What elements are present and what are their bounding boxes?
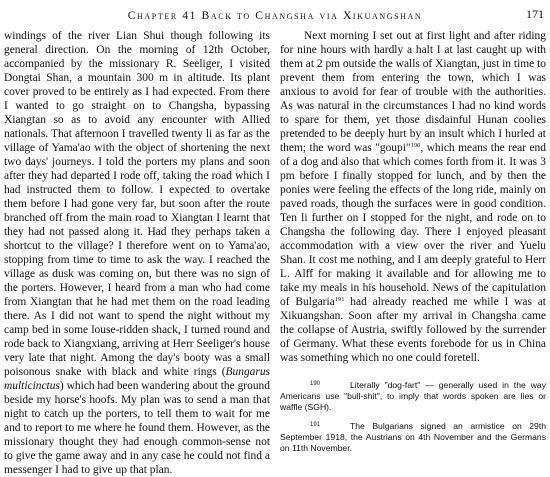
footnotes xyxy=(280,379,546,461)
paragraph-text: , which means the rear end of a dog and also that which comes forth from it. It was 3 pm before I finally stopped for lunch, and by then the ponies were feeling the effects of the long ride, mainly on paved roads, though the surfaces were in good condition. Ten li further on I stopped for the night, and rode on to Changsha the following day. There I enjoyed pleasant accommodation with a view over the river and Yuelu Shan. It cost me nothing, and I am deeply grateful to Herr L. Alff for making it available and for allowing me to take my meals in his household. News of the capitulation of Bulgaria xyxy=(280,142,546,308)
running-head: Chapter 41 Back to Changsha via Xikuangshan xyxy=(127,9,423,22)
paragraph xyxy=(4,29,270,477)
footnote-number: 190 xyxy=(310,381,321,387)
paragraph-text: had already reached me while I was at Xikuangshan. Soon after my arrival in Changsha came the collapse of Austria, swiftly followed by the surrender of Germany. What these events forebode for us in China was something which no one could foretell. xyxy=(280,296,546,364)
right-column xyxy=(280,29,546,365)
footnote-ref[interactable]: 191 xyxy=(334,296,345,303)
paragraph xyxy=(280,29,546,365)
footnote-text: The Bulgarians signed an armistice on 29th September 1918, the Austrians on 4th November and the Germans on 11th November. xyxy=(280,421,546,453)
footnote xyxy=(280,379,546,413)
paragraph-text: windings of the river Lian Shui though following its general direction. On the morning of 12th October, accompanied by the missionary R. Seeliger, I visited Dongtai Shan, a mountain 300 m in altitude. Its plant cover proved to be entirely as I had expected. From there I wanted to go straight on to Changsha, bypassing Xiangtan so as to avoid any encounter with Allied nationals. That afternoon I travelled twenty li as far as the village of Yama'ao with the object of shortening the next two days' journeys. I told the porters my plans and soon after they had departed I rode off, taking the road which I had instructed them to follow. I expected to overtake them before I had gone very far, but soon after the route branched off from the main road to Xiangtan I learnt that they had not passed along it. Had they perhaps taken a shortcut to the village? I therefore went on to Yama'ao, stopping from time to time to ask the way. I reached the village as dusk was coming on, but there was no sign of the porters. However, I heard from a man who had come from Xiangtan that he had met them on the road leading there. As I did not want to spend the night without my camp bed in some louse-ridden shack, I turned round and rode back to Xiangxiang, arriving at Herr Seeliger's house very late that night. Among the day's booty was a small poisonous snake with black and white rings ( xyxy=(4,30,270,378)
species-name: Bungarus multicinctus xyxy=(4,366,270,392)
page-header xyxy=(0,3,550,23)
paragraph-text: Next morning I set out at first light and after riding for nine hours with hardly a halt I at last caught up with them at 2 pm outside the walls of Xiangtan, just in time to prevent them from entering the town, which I was anxious to avoid for fear of trouble with the authorities. As was natural in the circumstances I had no kind words to spare for them, yet those disdainful Hunan coolies pretended to be deeply hurt by an insult which I hurled at them; the word was "goupi" xyxy=(280,30,546,154)
footnote-text: Literally "dog-fart" — generally used in the way Americans use "bull-shit", to imply that words spoken are lies or waffle (SGH). xyxy=(280,380,546,412)
footnote-number: 191 xyxy=(310,422,321,428)
footnote-ref[interactable]: 190 xyxy=(410,142,421,149)
page-number: 171 xyxy=(526,7,544,21)
paragraph-text: ) which had been wandering about the ground beside my horse's hoofs. My plan was to send a man that night to catch up the porters, to tell them to wait for me and to report to me where he found them. However, as the missionary thought they had enough common-sense not to give the game away and in any case he could not find a messenger I had to give up that plan. xyxy=(4,380,271,476)
left-column xyxy=(4,29,270,477)
footnote xyxy=(280,420,546,454)
